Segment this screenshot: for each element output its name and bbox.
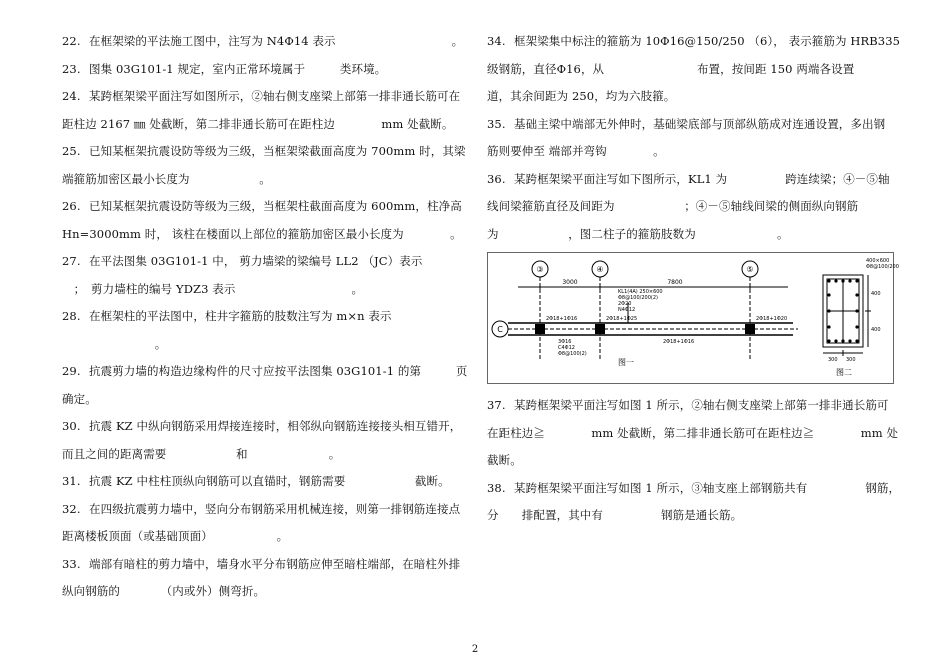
question-number: 24. — [62, 89, 81, 103]
question-line — [62, 303, 472, 331]
beam-label-3: 2Φ20 — [618, 301, 632, 307]
question-text: 抗震 KZ 中柱柱顶纵向钢筋可以直锚时，钢筋需要 截断。 — [89, 474, 450, 488]
left-column — [62, 28, 472, 606]
col-label-1: 400×600 — [866, 258, 890, 264]
question-line — [487, 28, 901, 56]
rebar-label-4: 3Φ16 — [558, 339, 572, 345]
axis-3-label: ③ — [536, 265, 544, 274]
question-text: 分 排配置，其中有 钢筋是通长筋。 — [487, 508, 743, 522]
question-text: 在四级抗震剪力墙中，竖向分布钢筋采用机械连接，则第一排钢筋连接点 — [89, 501, 461, 516]
question-line — [62, 193, 472, 221]
question-line — [62, 276, 472, 304]
right-column — [487, 28, 901, 530]
rebar-label-3: 2Φ18+1Φ20 — [756, 316, 788, 322]
question-text: 已知某框架抗震设防等级为三级，当框架梁截面高度为 700mm 时，其梁 — [89, 144, 466, 158]
question-number: 36. — [487, 171, 506, 186]
question-number: 25. — [62, 144, 81, 158]
question-line — [62, 386, 472, 414]
beam-label-1: KL1(4A) 250×600 — [618, 289, 663, 295]
beam-figure — [487, 252, 899, 384]
question-text: 某跨框架梁平面注写如图所示，②轴右侧支座梁上部第一排非通长筋可在 — [89, 89, 461, 103]
question-line — [62, 578, 472, 606]
question-number: 30. — [62, 419, 81, 433]
right-questions-a — [487, 28, 901, 248]
question-line — [62, 358, 472, 386]
beam-label-4: N4Φ12 — [618, 307, 636, 313]
question-line — [62, 166, 472, 194]
question-text: 图集 03G101-1 规定，室内正常环境属于 类环境。 — [89, 61, 387, 76]
rebar-label-1: 2Φ18+1Φ16 — [546, 316, 578, 322]
question-text: 端箍筋加密区最小长度为 。 — [62, 171, 271, 186]
question-text: 而且之间的距离需要 和 。 — [62, 446, 341, 461]
question-line — [62, 111, 472, 139]
question-line — [487, 420, 899, 448]
question-text: 某跨框架梁平面注写如下图所示，KL1 为 跨连续梁；④－⑤轴 — [514, 171, 890, 186]
question-number: 29. — [62, 364, 81, 378]
question-text: 基础主梁中端部无外伸时，基础梁底部与顶部纵筋成对连通设置，多出钢 — [514, 116, 886, 131]
question-text: 纵向钢筋的 （内或外）侧弯折。 — [62, 584, 266, 598]
fig2-caption: 图二 — [836, 368, 852, 377]
question-line — [487, 392, 892, 420]
question-line — [62, 496, 472, 524]
question-line — [487, 221, 892, 249]
question-line — [487, 83, 892, 111]
question-text: 在框架柱的平法图中，柱井字箍筋的肢数注写为 m×n 表示 — [89, 309, 392, 323]
question-text: Hn=3000mm 时， 该柱在楼面以上部位的箍筋加密区最小长度为 。 — [62, 226, 462, 241]
question-text: 距柱边 2167 ㎜ 处截断，第二排非通长筋可在距柱边 mm 处截断。 — [62, 116, 454, 131]
question-line — [62, 138, 472, 166]
question-number: 37. — [487, 398, 506, 412]
rebar-label-2: 2Φ18+1Φ25 — [606, 316, 638, 322]
fig1-caption: 图一 — [618, 358, 634, 367]
question-text: 框架梁集中标注的箍筋为 10Φ16@150/250 （6）， 表示箍筋为 HRB335 — [514, 34, 901, 48]
question-text: 为 ，图二柱子的箍筋肢数为 。 — [487, 226, 789, 241]
question-line — [62, 413, 472, 441]
question-line — [487, 193, 892, 221]
col-dim-4: 400 — [871, 327, 881, 333]
question-text: 确定。 — [62, 391, 97, 406]
beam-label-2: Φ8@100/200(2) — [618, 295, 658, 301]
question-text: 已知某框架抗震设防等级为三级，当框架柱截面高度为 600mm，柱净高 — [89, 199, 462, 213]
col-dim-3: 400 — [871, 291, 881, 297]
question-number: 35. — [487, 116, 506, 131]
question-line — [62, 331, 472, 359]
col-dim-2: 300 — [846, 357, 856, 363]
question-text: 在平法图集 03G101-1 中， 剪力墙梁的梁编号 LL2 （JC）表示 — [89, 254, 423, 268]
rebar-label-6: Φ8@100(2) — [558, 351, 587, 357]
question-line — [62, 468, 472, 496]
question-number: 33. — [62, 556, 81, 571]
axis-4-label: ④ — [596, 265, 604, 274]
question-text: 抗震 KZ 中纵向钢筋采用焊接连接时，相邻纵向钢筋连接接头相互错开， — [89, 419, 462, 433]
question-line — [487, 475, 901, 503]
question-line — [487, 166, 892, 194]
question-line — [62, 551, 472, 579]
question-line — [62, 56, 472, 84]
question-number: 31. — [62, 474, 81, 488]
question-text: ； 剪力墙柱的编号 YDZ3 表示 。 — [62, 281, 364, 296]
rebar-label-7: 2Φ18+1Φ16 — [663, 339, 695, 345]
question-number: 34. — [487, 34, 506, 48]
question-number: 22. — [62, 34, 81, 48]
question-text: 距离楼板顶面（或基础顶面） 。 — [62, 529, 289, 543]
question-number: 26. — [62, 199, 81, 213]
question-line — [62, 523, 472, 551]
question-text: 截断。 — [487, 453, 522, 467]
axis-c-label: C — [497, 325, 503, 334]
question-text: 某跨框架梁平面注写如图 1 所示，③轴支座上部钢筋共有 钢筋， — [514, 480, 901, 495]
question-number: 23. — [62, 61, 81, 76]
question-text: 某跨框架梁平面注写如图 1 所示，②轴右侧支座梁上部第一排非通长筋可 — [514, 398, 889, 412]
question-number: 32. — [62, 501, 81, 516]
question-number: 28. — [62, 309, 81, 323]
question-line — [62, 28, 472, 56]
question-text: 线间梁箍筋直径及间距为 ；④－⑤轴线间梁的侧面纵向钢筋 — [487, 199, 859, 213]
question-text: 端部有暗柱的剪力墙中，墙身水平分布钢筋应伸至暗柱端部，在暗柱外排 — [89, 556, 461, 571]
dim-3000: 3000 — [562, 279, 578, 286]
question-number: 38. — [487, 480, 506, 495]
question-text: 道，其余间距为 250，均为六肢箍。 — [487, 89, 676, 103]
question-line — [487, 56, 892, 84]
question-text: 筋则要伸至 端部并弯钩 。 — [487, 144, 665, 158]
right-questions-b — [487, 392, 901, 530]
axis-5-label: ⑤ — [746, 265, 754, 274]
question-text: 。 — [62, 336, 167, 351]
question-text: 在框架梁的平法施工图中，注写为 N4Φ14 表示 。 — [89, 34, 464, 48]
question-line — [62, 83, 472, 111]
question-text: 级钢筋，直径Φ16，从 布置，按间距 150 两端各设置 — [487, 61, 855, 76]
question-text: 在距柱边≧ mm 处截断，第二排非通长筋可在距柱边≧ mm 处 — [487, 425, 899, 440]
question-line — [487, 447, 892, 475]
question-text: 抗震剪力墙的构造边缘构件的尺寸应按平法图集 03G101-1 的第 页 — [89, 364, 468, 378]
dim-7800: 7800 — [667, 279, 683, 286]
question-number: 27. — [62, 254, 81, 268]
question-line — [487, 502, 892, 530]
page-number: 2 — [471, 644, 479, 655]
col-dim-1: 300 — [828, 357, 838, 363]
question-line — [487, 138, 892, 166]
rebar-label-5: C4Φ12 — [558, 345, 575, 351]
question-line — [62, 221, 472, 249]
question-line — [62, 441, 472, 469]
question-line — [487, 111, 892, 139]
col-label-2: Φ8@100/200 — [866, 264, 899, 270]
beam-drawing — [488, 253, 899, 383]
question-line — [62, 248, 472, 276]
